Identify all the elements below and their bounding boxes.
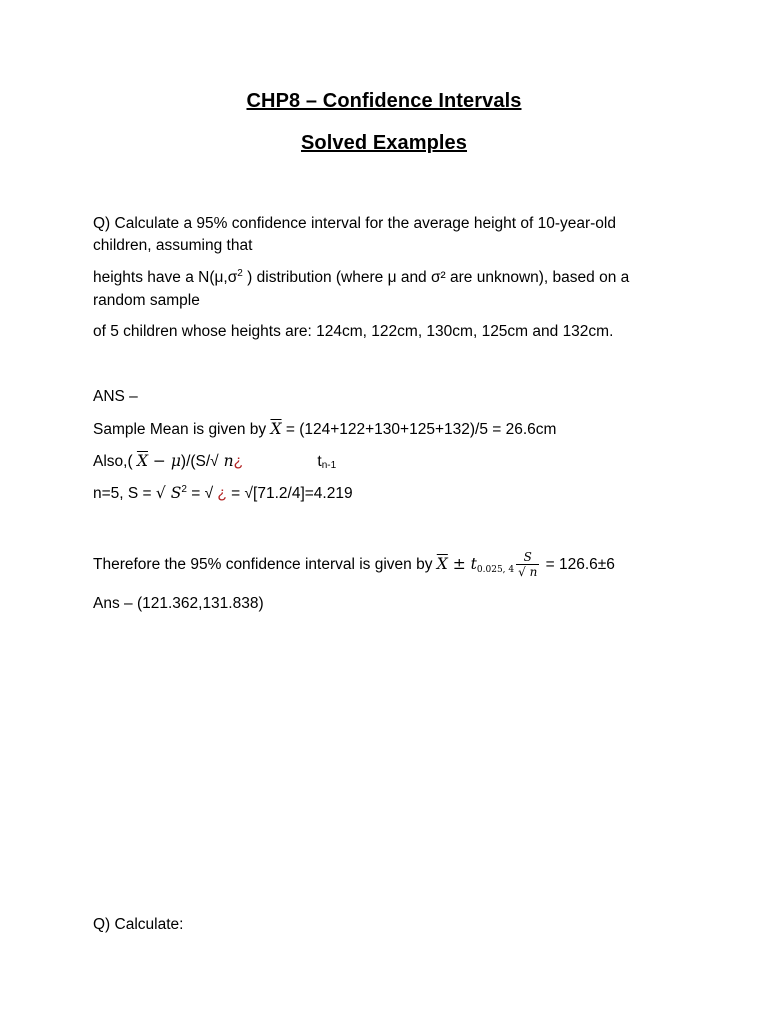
n-inverted-question: ¿ bbox=[217, 485, 227, 502]
question-1-line-3-pre: heights have a N(μ,σ bbox=[93, 269, 238, 286]
n-eq2: = √[71.2/4]=4.219 bbox=[226, 485, 353, 502]
sample-mean-line bbox=[93, 418, 556, 441]
question-2-line-1: Q) Calculate: bbox=[93, 916, 184, 933]
also-n: n bbox=[218, 452, 234, 470]
question-1-line-1: Q) Calculate a 95% confidence interval for the average height of 10-year-old bbox=[93, 215, 616, 232]
also-xbar: $\overline{X}$ bbox=[136, 452, 148, 470]
question-1-line-5: of 5 children whose heights are: 124cm, 122cm, 130cm, 125cm and 132cm. bbox=[93, 323, 614, 340]
sample-mean-post: = (124+122+130+125+132)/5 = 26.6cm bbox=[281, 421, 557, 438]
n-pre: n=5, S = bbox=[93, 485, 156, 502]
question-1-line-3-post: ) distribution (where μ and σ² are unknown), based on a bbox=[242, 269, 630, 286]
ci-post: = 126.6±6 bbox=[541, 556, 615, 573]
page-title: CHP8 – Confidence Intervals bbox=[246, 90, 522, 112]
answer-heading: ANS – bbox=[93, 388, 138, 405]
s-over-sqrt-n-fraction bbox=[516, 550, 539, 579]
sample-mean-pre: Sample Mean is given by bbox=[93, 421, 271, 438]
t-subscript: n-1 bbox=[321, 460, 337, 471]
confidence-interval-line bbox=[93, 550, 615, 581]
sqrt-s: √ S bbox=[155, 484, 182, 502]
final-answer: Ans – (121.362,131.838) bbox=[93, 595, 264, 612]
s-squared-sup: 2 bbox=[181, 484, 187, 495]
ci-xbar: $\overline{X}$ bbox=[436, 555, 448, 573]
n-eq1: = √ bbox=[186, 485, 218, 502]
t-distribution: t bbox=[317, 453, 322, 470]
ci-pm-t: ± t bbox=[447, 555, 477, 573]
also-minus-mu: − μ bbox=[147, 452, 181, 470]
question-1-line-3-sup: 2 bbox=[237, 268, 243, 279]
also-inverted-question: ¿ bbox=[233, 453, 244, 470]
question-1-line-3 bbox=[93, 267, 629, 291]
n-s-line bbox=[93, 482, 353, 507]
question-1-line-4: random sample bbox=[93, 292, 200, 309]
xbar-symbol: $\overline{X}$ bbox=[270, 420, 282, 438]
also-pre: Also,( bbox=[93, 453, 137, 470]
fraction-denominator: √ n bbox=[518, 565, 538, 580]
also-line bbox=[93, 450, 336, 475]
ci-t-subscript: 0.025, 4 bbox=[476, 565, 515, 575]
ci-pre: Therefore the 95% confidence interval is given by bbox=[93, 556, 437, 573]
page-subtitle: Solved Examples bbox=[300, 132, 468, 154]
also-mid: )/(S/√ bbox=[180, 453, 219, 470]
question-1-line-2: children, assuming that bbox=[93, 237, 253, 254]
fraction-numerator: S bbox=[516, 550, 539, 565]
